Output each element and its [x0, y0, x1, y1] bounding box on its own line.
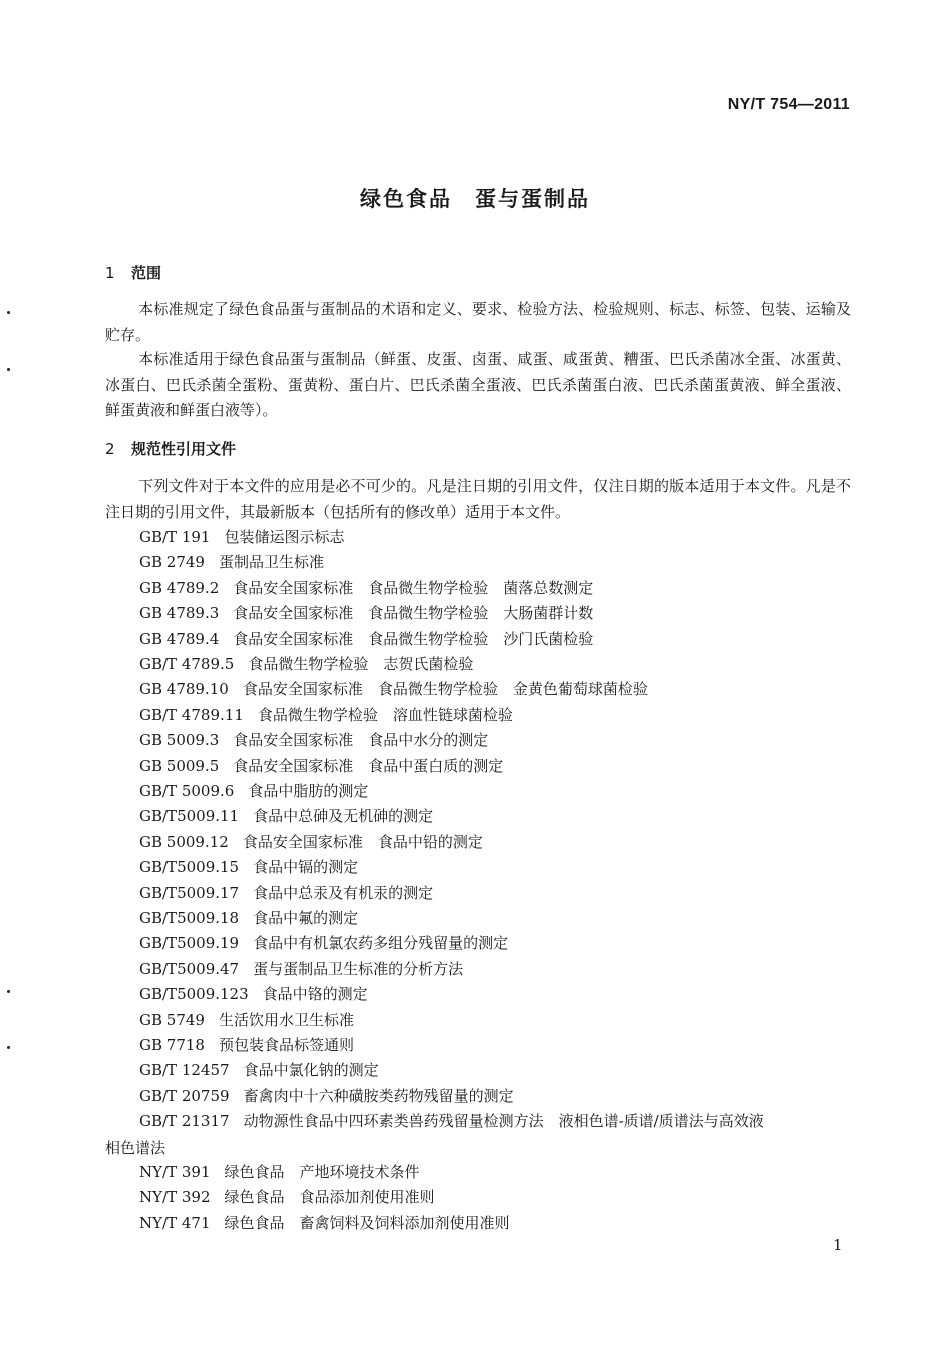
reference-item — [139, 1213, 510, 1233]
reference-item — [139, 984, 368, 1004]
reference-title: 食品安全国家标准 食品微生物学检验 沙门氏菌检验 — [233, 629, 594, 648]
reference-title: 包装储运图示标志 — [224, 528, 345, 546]
reference-code: GB 5009.3 — [139, 731, 220, 750]
reference-code: GB/T5009.123 — [139, 985, 249, 1004]
reference-title: 食品安全国家标准 食品中蛋白质的测定 — [233, 756, 504, 775]
scan-mark — [7, 368, 10, 371]
reference-code: GB 5749 — [139, 1010, 205, 1029]
page-title: 绿色食品 蛋与蛋制品 — [360, 187, 590, 211]
reference-code: GB/T 4789.11 — [139, 705, 244, 724]
reference-title: 蛋制品卫生标准 — [218, 553, 324, 572]
reference-title: 食品中有机氯农药多组分残留量的测定 — [253, 934, 509, 953]
reference-title: 食品中铬的测定 — [262, 985, 368, 1004]
section-heading-1 — [105, 262, 161, 283]
reference-title: 食品安全国家标准 食品微生物学检验 菌落总数测定 — [233, 578, 594, 597]
reference-title: 食品中镉的测定 — [253, 858, 359, 877]
reference-title: 食品微生物学检验 溶血性链球菌检验 — [257, 705, 513, 724]
reference-title: 食品中氟的测定 — [253, 909, 359, 927]
reference-item — [139, 1010, 354, 1030]
reference-title: 生活饮用水卫生标准 — [218, 1010, 354, 1029]
reference-title: 食品安全国家标准 食品中水分的测定 — [233, 731, 489, 750]
reference-code: GB 4789.10 — [139, 680, 229, 699]
reference-code: GB 4789.4 — [139, 629, 220, 648]
reference-title: 蛋与蛋制品卫生标准的分析方法 — [253, 959, 464, 978]
section-title: 规范性引用文件 — [131, 440, 237, 458]
reference-item — [139, 857, 358, 877]
reference-item — [139, 1035, 354, 1055]
reference-title: 预包装食品标签通则 — [218, 1036, 354, 1054]
reference-item — [139, 654, 473, 674]
reference-code: NY/T 471 — [139, 1213, 211, 1232]
reference-code: GB/T 5009.6 — [139, 782, 235, 800]
reference-item — [139, 832, 483, 852]
reference-code: GB 7718 — [139, 1036, 205, 1054]
reference-title: 食品微生物学检验 志贺氏菌检验 — [248, 655, 474, 673]
reference-code: GB/T5009.19 — [139, 934, 240, 953]
reference-title: 动物源性食品中四环素类兽药残留量检测方法 液相色谱-质谱/质谱法与高效液 — [243, 1112, 764, 1131]
reference-item — [139, 730, 488, 750]
reference-item — [139, 705, 513, 725]
reference-item — [139, 679, 648, 699]
reference-title: 食品中总砷及无机砷的测定 — [253, 807, 434, 826]
reference-code: GB/T5009.15 — [139, 858, 240, 877]
reference-title: 食品安全国家标准 食品微生物学检验 金黄色葡萄球菌检验 — [242, 680, 648, 699]
section-heading-2 — [105, 438, 236, 459]
reference-item — [139, 908, 358, 928]
reference-code: GB/T5009.17 — [139, 883, 240, 902]
reference-item — [139, 1060, 379, 1080]
scan-mark — [7, 990, 10, 993]
standard-number: NY/T 754—2011 — [727, 96, 850, 113]
reference-code: GB 2749 — [139, 553, 205, 572]
scope-paragraph-2: 本标准适用于绿色食品蛋与蛋制品（鲜蛋、皮蛋、卤蛋、咸蛋、咸蛋黄、糟蛋、巴氏杀菌冰全蛋、冰蛋黄、冰蛋白、巴氏杀菌全蛋粉、蛋黄粉、蛋白片、巴氏杀菌全蛋液、巴氏杀菌蛋白液、巴氏杀菌蛋黄液、鲜全蛋液、鲜蛋黄液和鲜蛋白液等）。 — [105, 350, 851, 419]
reference-code: GB 5009.12 — [139, 832, 229, 851]
scope-paragraph-1: 本标准规定了绿色食品蛋与蛋制品的术语和定义、要求、检验方法、检验规则、标志、标签、包装、运输及贮存。 — [105, 300, 851, 344]
reference-item — [139, 1162, 420, 1182]
reference-item — [139, 959, 463, 979]
reference-item — [139, 806, 433, 826]
normative-intro-paragraph: 下列文件对于本文件的应用是必不可少的。凡是注日期的引用文件，仅注日期的版本适用于本文件。凡是不注日期的引用文件，其最新版本（包括所有的修改单）适用于本文件。 — [105, 477, 851, 521]
reference-code: GB/T 21317 — [139, 1112, 230, 1131]
section-number: 1 — [105, 264, 115, 282]
reference-item — [139, 781, 368, 801]
section-title: 范围 — [131, 264, 162, 282]
reference-item — [139, 883, 433, 903]
scan-mark — [7, 311, 10, 314]
reference-code: GB 5009.5 — [139, 756, 220, 775]
reference-item — [139, 1086, 514, 1106]
reference-title: 食品中氯化钠的测定 — [243, 1061, 379, 1080]
reference-item — [139, 1187, 435, 1207]
reference-title: 绿色食品 产地环境技术条件 — [224, 1163, 420, 1181]
reference-title: 食品安全国家标准 食品微生物学检验 大肠菌群计数 — [233, 604, 594, 623]
section-number: 2 — [105, 440, 115, 458]
reference-item — [139, 756, 503, 776]
reference-item — [139, 933, 508, 953]
reference-code: GB 4789.2 — [139, 578, 220, 597]
reference-title: 绿色食品 畜禽饲料及饲料添加剂使用准则 — [224, 1213, 510, 1232]
reference-title: 食品中脂肪的测定 — [248, 782, 369, 800]
reference-title: 绿色食品 食品添加剂使用准则 — [224, 1188, 435, 1207]
reference-title: 食品中总汞及有机汞的测定 — [253, 883, 434, 902]
scan-mark — [7, 1046, 10, 1049]
reference-code: GB/T5009.47 — [139, 959, 240, 978]
reference-item — [139, 603, 593, 623]
reference-item — [139, 527, 344, 547]
reference-title: 食品安全国家标准 食品中铅的测定 — [242, 832, 483, 851]
reference-item — [139, 1111, 764, 1131]
reference-code: NY/T 391 — [139, 1163, 211, 1181]
reference-code: GB 4789.3 — [139, 604, 220, 623]
page-number: 1 — [833, 1236, 843, 1254]
reference-title-continuation: 相色谱法 — [105, 1138, 166, 1157]
reference-item — [139, 629, 593, 649]
reference-code: GB/T5009.18 — [139, 909, 240, 927]
reference-item — [139, 578, 593, 598]
reference-code: GB/T 191 — [139, 528, 211, 546]
reference-code: NY/T 392 — [139, 1188, 211, 1207]
reference-code: GB/T 4789.5 — [139, 655, 235, 673]
reference-title: 畜禽肉中十六种磺胺类药物残留量的测定 — [243, 1086, 514, 1105]
reference-code: GB/T 20759 — [139, 1086, 230, 1105]
reference-code: GB/T5009.11 — [139, 807, 240, 826]
reference-code: GB/T 12457 — [139, 1061, 230, 1080]
reference-item — [139, 552, 324, 572]
